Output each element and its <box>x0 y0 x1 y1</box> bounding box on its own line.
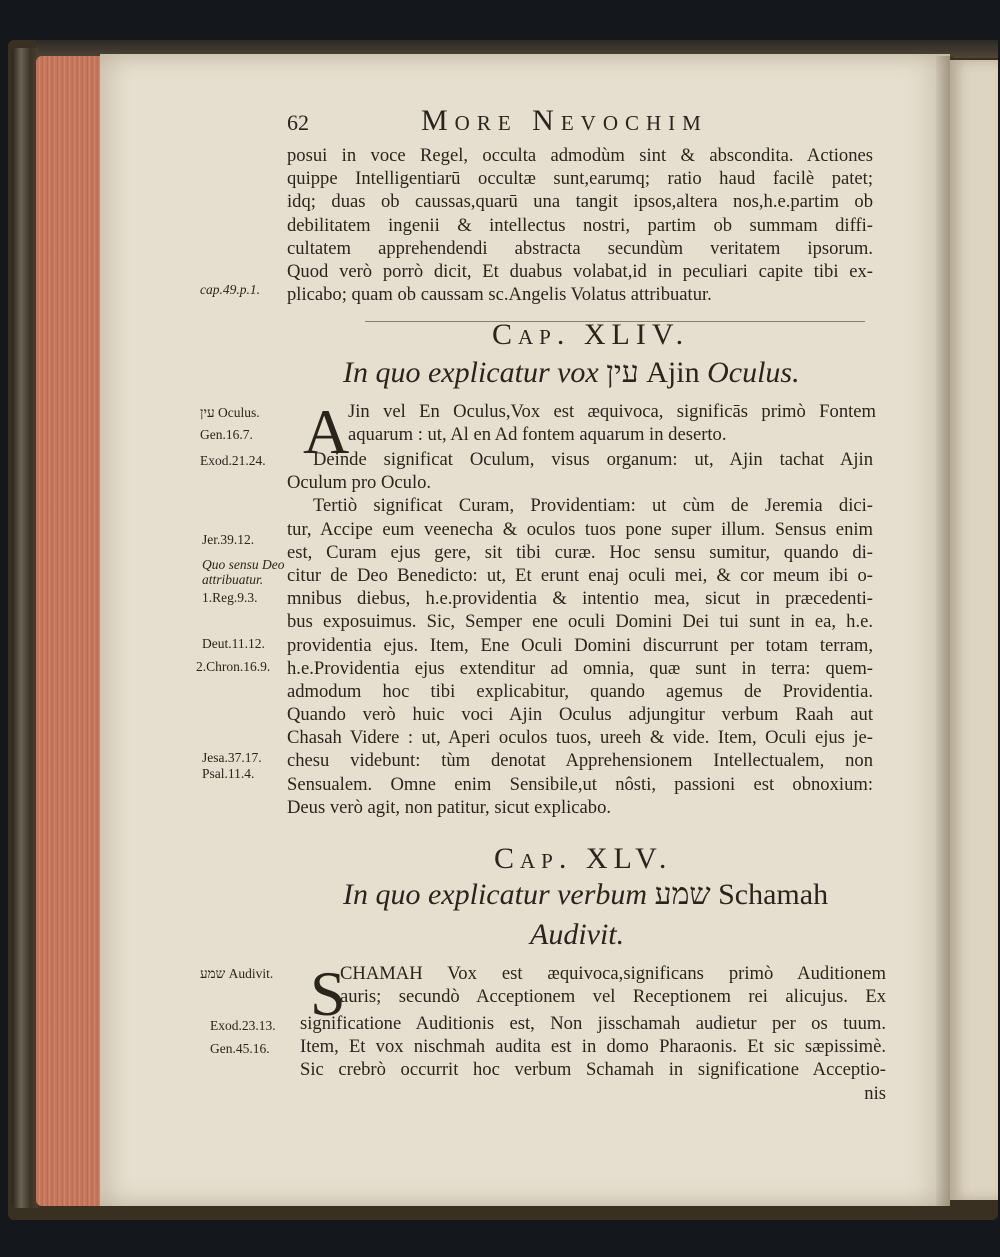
margin-note: Jesa.37.17. <box>202 750 262 765</box>
margin-note: Psal.11.4. <box>202 766 255 781</box>
chapter44-first-lines <box>348 400 876 446</box>
margin-note: עין Oculus. <box>200 405 260 420</box>
chapter44-text <box>287 448 873 819</box>
text-line: tur, Accipe eum veenecha & oculos tuos pone super illum. Sensus enim <box>287 518 873 540</box>
text-line: est, Curam ejus gere, sit tibi curæ. Hoc sensu sumitur, quando di- <box>287 541 873 563</box>
subtitle-part: In quo explicatur verbum <box>343 878 655 911</box>
text-line: Oculum pro Oculo. <box>287 472 432 494</box>
drop-cap: A <box>303 396 350 467</box>
margin-note: שמע Audivit. <box>200 966 274 981</box>
facing-page <box>950 60 998 1200</box>
text-line: Tertiò significat Curam, Providentiam: ut cùm de Jeremia dici- <box>313 495 873 517</box>
margin-note: Quo sensu Deo <box>202 557 285 572</box>
chapter-subtitle-line2: Audivit. <box>530 918 625 951</box>
text-line: Deinde significat Oculum, visus organum: ut, Ajin tachat Ajin <box>313 449 873 470</box>
margin-note: attribuatur. <box>202 572 264 587</box>
text-line: chesu videbunt: tùm denotat Apprehensionem Intellectualem, non <box>287 750 873 772</box>
text-line: Deus verò agit, non patitur, sicut explicabo. <box>287 796 612 818</box>
text-line: idq; duas ob caussas,quarū una tangit ipsos,altera nos,h.e.partim ob <box>287 191 873 213</box>
text-line: h.e.Providentia ejus extenditur ad omnia, quæ sunt in terra: quem- <box>287 657 873 679</box>
text-line: bus exposuimus. Sic, Semper ene oculi Domini Dei tui sunt in ea, h.e. <box>287 611 873 633</box>
page-header <box>287 104 847 142</box>
catchword: nis <box>864 1082 886 1104</box>
page-number: 62 <box>287 110 309 135</box>
margin-note: 1.Reg.9.3. <box>202 590 258 605</box>
text-line: Quando verò huic voci Ajin Oculus adjungitur verbum Raah aut <box>287 704 873 726</box>
subtitle-part: In quo explicatur vox <box>343 356 607 389</box>
margin-note: Gen.16.7. <box>200 427 253 442</box>
chapter-title: Cap. XLV. <box>494 842 673 875</box>
margin-note: Exod.21.24. <box>200 453 266 468</box>
chapter-subtitle <box>343 356 800 390</box>
text-line: quippe Intelligentiarū occultæ sunt,earumq; ratio haud facilè patet; <box>287 168 873 190</box>
margin-note: 2.Chron.16.9. <box>196 659 271 674</box>
text-line: auris; secundò Acceptionem vel Receptionem rei alicujus. Ex <box>340 986 886 1008</box>
text-line: Quod verò porrò dicit, Et duabus volabat,id in peculiari capite tibi ex- <box>287 260 873 282</box>
text-line: debilitatem ingenii & intellectus nostri, partim ob summam diffi- <box>287 214 873 236</box>
book-spine-edge <box>12 48 38 1208</box>
text-line: aquarum : ut, Al en Ad fontem aquarum in deserto. <box>348 424 727 446</box>
text-line: admodum hoc tibi explicabitur, quando agemus de Providentia. <box>287 680 873 702</box>
running-head: More Nevochim <box>421 104 708 137</box>
subtitle-hebrew: עין <box>606 356 639 389</box>
margin-note: Jer.39.12. <box>202 532 255 547</box>
chapter-subtitle <box>343 878 828 912</box>
text-line: cultatem apprehendendi abstracta secundùm veritatem ipsorum. <box>287 237 873 259</box>
text-line: plicabo; quam ob caussam sc.Angelis Volatus attribuatur. <box>287 284 712 306</box>
text-line: Chasah Videre : ut, Aperi oculos tuos, ureeh & vide. Item, Oculi ejus je- <box>287 727 873 749</box>
chapter-title: Cap. XLIV. <box>492 318 690 351</box>
subtitle-part: Schamah <box>710 878 829 911</box>
margin-note: Deut.11.12. <box>202 636 265 651</box>
subtitle-hebrew: שמע <box>654 878 711 911</box>
margin-note: Exod.23.13. <box>210 1018 276 1033</box>
chapter45-first-lines <box>340 962 886 1008</box>
text-line: mnibus diebus, h.e.providentia & intentio mea, sicut in præcedenti- <box>287 588 873 610</box>
section-top-text <box>287 144 873 306</box>
text-line: Sic crebrò occurrit hoc verbum Schamah in significatione Acceptio- <box>300 1059 886 1081</box>
subtitle-part: Oculus. <box>707 356 800 389</box>
subtitle-part: Ajin <box>638 356 708 389</box>
text-line: Item, Et vox nischmah audita est in domo Pharaonis. Et sic sæpissimè. <box>300 1036 886 1058</box>
margin-note: Gen.45.16. <box>210 1041 270 1056</box>
text-line: Jin vel En Oculus,Vox est æquivoca, significās primò Fontem <box>348 401 876 422</box>
text-line: Sensualem. Omne enim Sensibile,ut nôsti, passioni est obnoxium: <box>287 773 873 795</box>
margin-note: cap.49.p.1. <box>200 282 260 297</box>
text-line: providentia ejus. Item, Ene Oculi Domini discurrunt per totam terram, <box>287 634 873 656</box>
text-line: citur de Deo Benedicto: ut, Et erunt enaj oculi mei, & cor meum ibi o- <box>287 564 873 586</box>
drop-cap: S <box>310 958 346 1029</box>
text-line: posui in voce Regel, occulta admodùm sint & abscondita. Actiones <box>287 145 873 166</box>
chapter45-text <box>300 1012 886 1105</box>
text-line: significatione Auditionis est, Non jisschamah audietur per os tuum. <box>300 1013 886 1034</box>
text-line: CHAMAH Vox est æquivoca,significans primò Auditionem <box>340 963 886 984</box>
